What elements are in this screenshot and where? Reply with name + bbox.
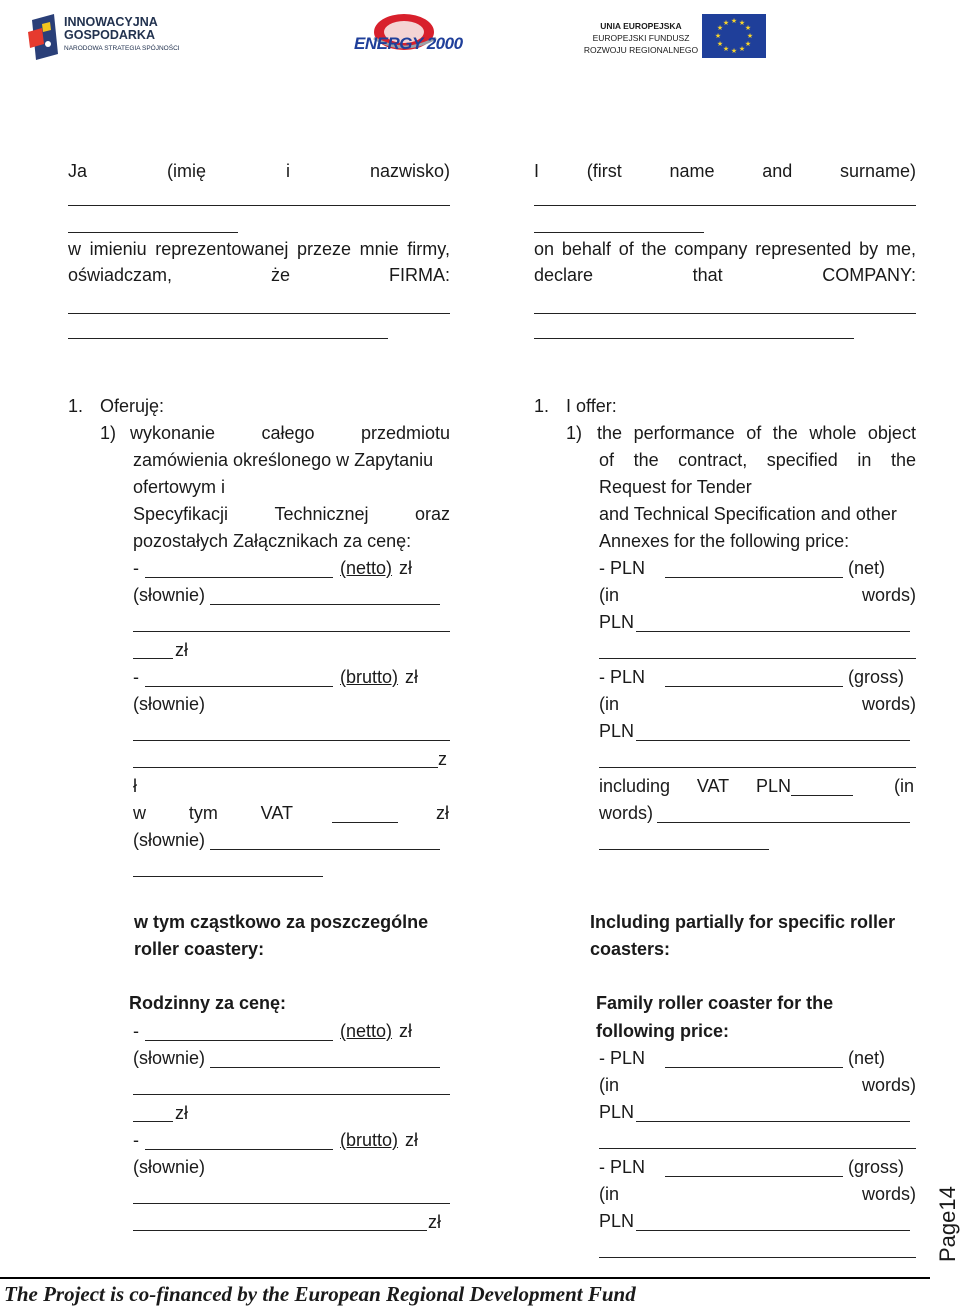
currency-label: zł [175, 1103, 188, 1123]
net-amount-field [665, 577, 843, 578]
pln-label: PLN [599, 1102, 635, 1122]
word: object [867, 423, 916, 443]
word: I [534, 161, 540, 181]
blank-line [599, 767, 916, 768]
currency-label: zł [436, 803, 449, 823]
word: and [762, 161, 793, 181]
word: of [618, 239, 634, 259]
currency-label: zł [405, 1130, 418, 1150]
left-subitem-number: 1) [100, 423, 117, 443]
blank-line [657, 822, 910, 823]
word: VAT [696, 776, 730, 796]
pln-dash-label: - PLN [599, 1048, 646, 1068]
word: w [133, 803, 146, 823]
blank-line [133, 1203, 450, 1204]
blank-line [210, 1067, 440, 1068]
left-sub-line4 [133, 503, 450, 525]
right-sub-line3: Request for Tender [599, 477, 752, 497]
left-sub-line3: ofertowym i [133, 477, 226, 497]
left-item-number: 1. [68, 396, 84, 416]
word: company [674, 239, 748, 259]
word: me, [885, 239, 916, 259]
right-item-label: I offer: [566, 396, 617, 416]
svg-text:★: ★ [744, 40, 752, 48]
pln-dash-label: - PLN [599, 1157, 646, 1177]
blank-line [636, 1121, 910, 1122]
word: mnie [359, 239, 399, 259]
word: that [692, 265, 723, 285]
right-family-line1: Family roller coaster for the [596, 993, 834, 1013]
svg-text:★: ★ [738, 45, 746, 53]
right-partial-heading-1: Including partially for specific roller [590, 912, 896, 932]
blank-line [636, 1230, 910, 1231]
word: wykonanie [130, 423, 216, 443]
word: imieniu [89, 239, 147, 259]
blank-line [599, 849, 769, 850]
word: nazwisko) [369, 161, 450, 181]
left-sub-line2: zamówienia określonego w Zapytaniu [133, 450, 434, 470]
blank-line [534, 205, 916, 206]
netto-label: (netto) [340, 1021, 393, 1041]
word: words) [861, 585, 916, 605]
word: of [746, 423, 762, 443]
word: COMPANY: [822, 265, 916, 285]
in-words-label [599, 584, 916, 606]
blank-line [534, 232, 704, 233]
blank-line [534, 313, 916, 314]
right-subitem-number: 1) [566, 423, 583, 443]
svg-text:★: ★ [722, 19, 730, 27]
right-behalf-line1 [534, 238, 916, 260]
right-name-line [534, 160, 916, 182]
right-sub-line4: and Technical Specification and other [599, 504, 897, 524]
word: (in [599, 694, 620, 714]
word: reprezentowanej [155, 239, 289, 259]
blank-line [210, 604, 440, 605]
innowacyjna-logo-subtitle: NARODOWA STRATEGIA SPÓJNOŚCI [64, 45, 180, 52]
word: declare [534, 265, 594, 285]
eu-logo-text: UNIA EUROPEJSKA EUROPEJSKI FUNDUSZ ROZWOJU REGIONALNEGO [583, 21, 699, 55]
word: surname) [839, 161, 916, 181]
word: contract, [678, 450, 748, 470]
net-label: (net) [848, 1048, 886, 1068]
word: oraz [414, 504, 450, 524]
word: (in [599, 1184, 620, 1204]
word: (first [586, 161, 622, 181]
dash: - [133, 558, 139, 578]
svg-text:★: ★ [716, 40, 724, 48]
word: represented [755, 239, 852, 259]
svg-text:★: ★ [722, 45, 730, 53]
dash: - [133, 1130, 139, 1150]
word: performance [633, 423, 735, 443]
word: Technicznej [274, 504, 369, 524]
word: całego [261, 423, 315, 443]
gross-label: (gross) [848, 1157, 905, 1177]
blank-line [599, 1148, 916, 1149]
currency-split-b: ł [133, 776, 137, 796]
right-sub-line5: Annexes for the following price: [599, 531, 850, 551]
blank-line [133, 876, 323, 877]
energy-2000-logo [352, 12, 463, 62]
left-item-label: Oferuję: [100, 396, 165, 416]
word: i [285, 161, 290, 181]
innowacyjna-gospodarka-logo [28, 14, 180, 60]
vat-amount-field [332, 822, 398, 823]
currency-label: zł [399, 558, 412, 578]
word: (imię [167, 161, 206, 181]
svg-text:★: ★ [738, 19, 746, 27]
net-label: (net) [848, 558, 886, 578]
right-family-line2: following price: [596, 1021, 729, 1041]
word: the [597, 423, 623, 443]
svg-text:★: ★ [746, 32, 754, 40]
blank-line [133, 1121, 173, 1122]
family-brutto-amount-field [145, 1149, 333, 1150]
left-behalf-line2 [68, 264, 450, 286]
right-sub-line1 [597, 422, 916, 444]
blank-line [68, 232, 238, 233]
word: oświadczam, [68, 265, 173, 285]
currency-label: zł [428, 1212, 441, 1232]
svg-text:★: ★ [714, 32, 722, 40]
word: przeze [297, 239, 352, 259]
brutto-label: (brutto) [340, 667, 399, 687]
left-sub-line1 [130, 422, 450, 444]
svg-text:★: ★ [744, 24, 752, 32]
word: words) [861, 1075, 916, 1095]
word: including [599, 776, 671, 796]
word: (in [599, 1075, 620, 1095]
blank-line [133, 740, 450, 741]
currency-split-a: z [438, 749, 447, 769]
innowacyjna-logo-text: INNOWACYJNA GOSPODARKA [64, 15, 158, 42]
including-vat-words [599, 775, 791, 797]
eu-erdf-logo [580, 14, 770, 60]
right-behalf-line2 [534, 264, 916, 286]
word: in [857, 450, 872, 470]
left-sub-line5: pozostałych Załącznikach za cenę: [133, 531, 412, 551]
footer-text: The Project is co-financed by the European Regional Development Fund [4, 1282, 636, 1306]
left-behalf-line1 [68, 238, 450, 260]
words-label: (słownie) [133, 1048, 206, 1068]
words-close-label: words) [599, 803, 654, 823]
word: behalf [561, 239, 611, 259]
left-partial-heading-2: roller coastery: [134, 939, 265, 959]
word: the [890, 450, 916, 470]
words-label: (słownie) [133, 585, 206, 605]
in-words-label [599, 693, 916, 715]
family-gross-amount-field [665, 1176, 843, 1177]
blank-line [599, 1257, 916, 1258]
vat-amount-field [791, 795, 853, 796]
words-label: (słownie) [133, 1157, 206, 1177]
in-words-label [599, 1183, 916, 1205]
word: of [599, 450, 615, 470]
word: the [772, 423, 798, 443]
family-net-amount-field [665, 1067, 843, 1068]
blank-line [133, 1230, 427, 1231]
blank-line [599, 658, 916, 659]
word: firmy, [407, 239, 450, 259]
dash: - [133, 1021, 139, 1041]
dash: - [133, 667, 139, 687]
currency-label: zł [399, 1021, 412, 1041]
blank-line [534, 338, 854, 339]
energy-2000-logo-text: ENERGY 2000 [354, 34, 463, 53]
word: tym [188, 803, 218, 823]
currency-label: zł [175, 640, 188, 660]
in-open-label: (in [894, 776, 915, 796]
word: przedmiotu [360, 423, 450, 443]
pln-label: PLN [599, 612, 635, 632]
word: on [534, 239, 555, 259]
blank-line [68, 205, 450, 206]
pln-label: PLN [599, 1211, 635, 1231]
family-netto-amount-field [145, 1040, 333, 1041]
blank-line [210, 849, 440, 850]
gross-amount-field [665, 686, 843, 687]
word: words) [861, 694, 916, 714]
word: FIRMA: [389, 265, 450, 285]
in-words-label [599, 1074, 916, 1096]
page-number: Page14 [935, 1186, 960, 1262]
word: words) [861, 1184, 916, 1204]
word: specified [766, 450, 838, 470]
blank-line [636, 631, 910, 632]
left-partial-heading-1: w tym cząstkowo za poszczególne [134, 912, 429, 932]
pln-dash-label: - PLN [599, 667, 646, 687]
brutto-label: (brutto) [340, 1130, 399, 1150]
svg-text:★: ★ [716, 24, 724, 32]
word: w [68, 239, 81, 259]
blank-line [133, 658, 173, 659]
word: że [271, 265, 291, 285]
words-label: (słownie) [133, 694, 206, 714]
word: Ja [68, 161, 88, 181]
words-label: (słownie) [133, 830, 206, 850]
word: Specyfikacji [133, 504, 229, 524]
blank-line [133, 1094, 450, 1095]
netto-amount-field [145, 577, 333, 578]
word: by [859, 239, 879, 259]
word: VAT [260, 803, 293, 823]
right-sub-line2 [599, 449, 916, 471]
word: (in [599, 585, 620, 605]
word: PLN [755, 776, 791, 796]
currency-label: zł [405, 667, 418, 687]
brutto-amount-field [145, 686, 333, 687]
blank-line [133, 767, 438, 768]
innowacyjna-gospodarka-emblem [28, 14, 62, 60]
word: name [669, 161, 715, 181]
right-item-number: 1. [534, 396, 550, 416]
right-partial-heading-2: coasters: [590, 939, 671, 959]
left-family-label: Rodzinny za cenę: [129, 993, 287, 1013]
blank-line [68, 313, 450, 314]
word: whole [809, 423, 857, 443]
netto-label: (netto) [340, 558, 393, 578]
svg-text:★: ★ [730, 17, 738, 25]
word: the [641, 239, 667, 259]
gross-label: (gross) [848, 667, 905, 687]
blank-line [636, 740, 910, 741]
pln-label: PLN [599, 721, 635, 741]
blank-line [68, 338, 388, 339]
vat-words [133, 802, 293, 824]
svg-text:★: ★ [730, 47, 738, 55]
footer-divider [0, 1277, 930, 1279]
pln-dash-label: - PLN [599, 558, 646, 578]
word: the [633, 450, 659, 470]
blank-line [133, 631, 450, 632]
eu-flag-icon [702, 14, 766, 58]
left-name-line [68, 160, 450, 182]
